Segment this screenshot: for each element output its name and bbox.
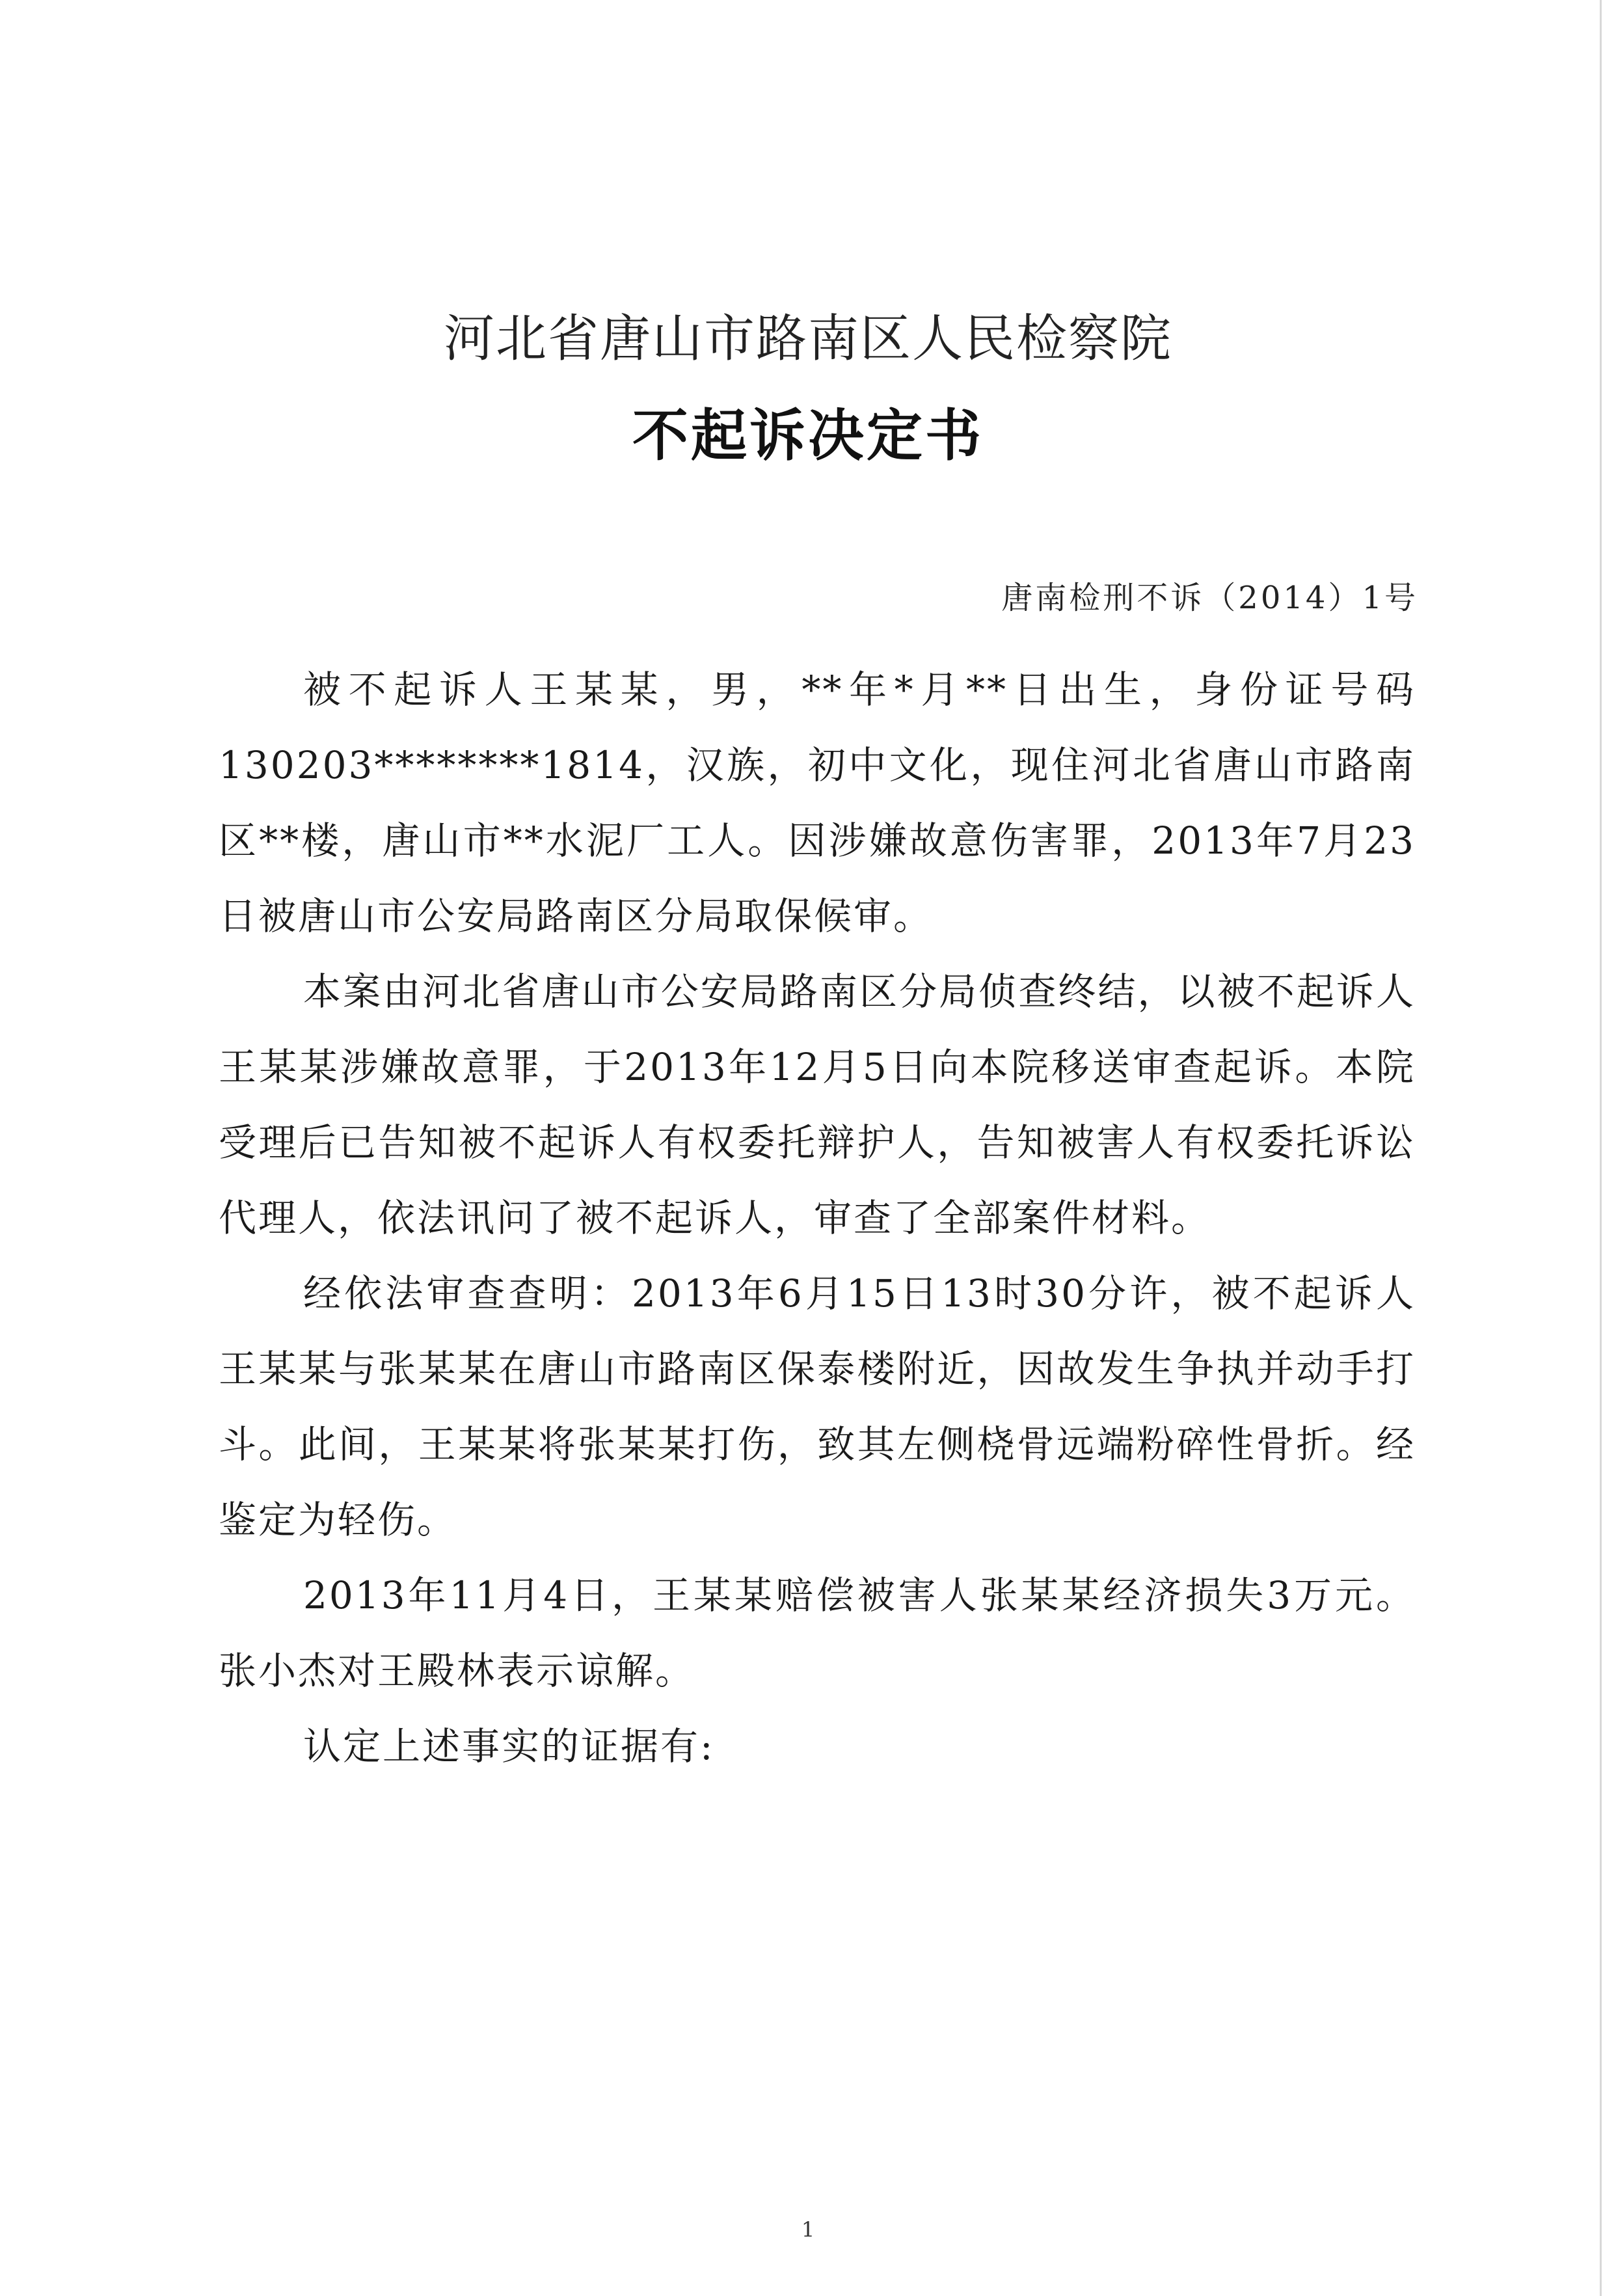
organization-title: 河北省唐山市路南区人民检察院 xyxy=(443,310,1172,368)
page-number: 1 xyxy=(801,2217,815,2242)
document-title: 不起诉决定书 xyxy=(632,403,984,468)
document-number: 唐南检刑不诉（2014）1号 xyxy=(1001,580,1418,616)
paragraph-evidence-intro: 认定上述事实的证据有: xyxy=(303,1724,715,1768)
paragraph-facts: 经依法审查查明：2013年6月15日13时30分许，被不起诉人王某某与张某某在唐山市路南区保泰楼附近，因故发生争执并动手打斗。此间，王某某将张某某打伤，致其左侧桡骨远端粉碎性骨折。经鉴定为轻伤。 xyxy=(219,1271,1416,1542)
document-body xyxy=(219,652,1416,1784)
paragraph-defendant-info: 被不起诉人王某某，男，**年*月**日出生，身份证号码130203********1814，汉族，初中文化，现住河北省唐山市路南区**楼，唐山市**水泥厂工人。因涉嫌故意伤害罪，2013年7月23日被唐山市公安局路南区分局取保候审。 xyxy=(219,668,1416,938)
paragraph-compensation: 2013年11月4日，王某某赔偿被害人张某某经济损失3万元。张小杰对王殿林表示谅解。 xyxy=(219,1573,1416,1693)
paragraph-case-transfer: 本案由河北省唐山市公安局路南区分局侦查终结，以被不起诉人王某某涉嫌故意罪，于2013年12月5日向本院移送审查起诉。本院受理后已告知被不起诉人有权委托辩护人，告知被害人有权委托诉讼代理人，依法讯问了被不起诉人，审查了全部案件材料。 xyxy=(219,969,1416,1240)
